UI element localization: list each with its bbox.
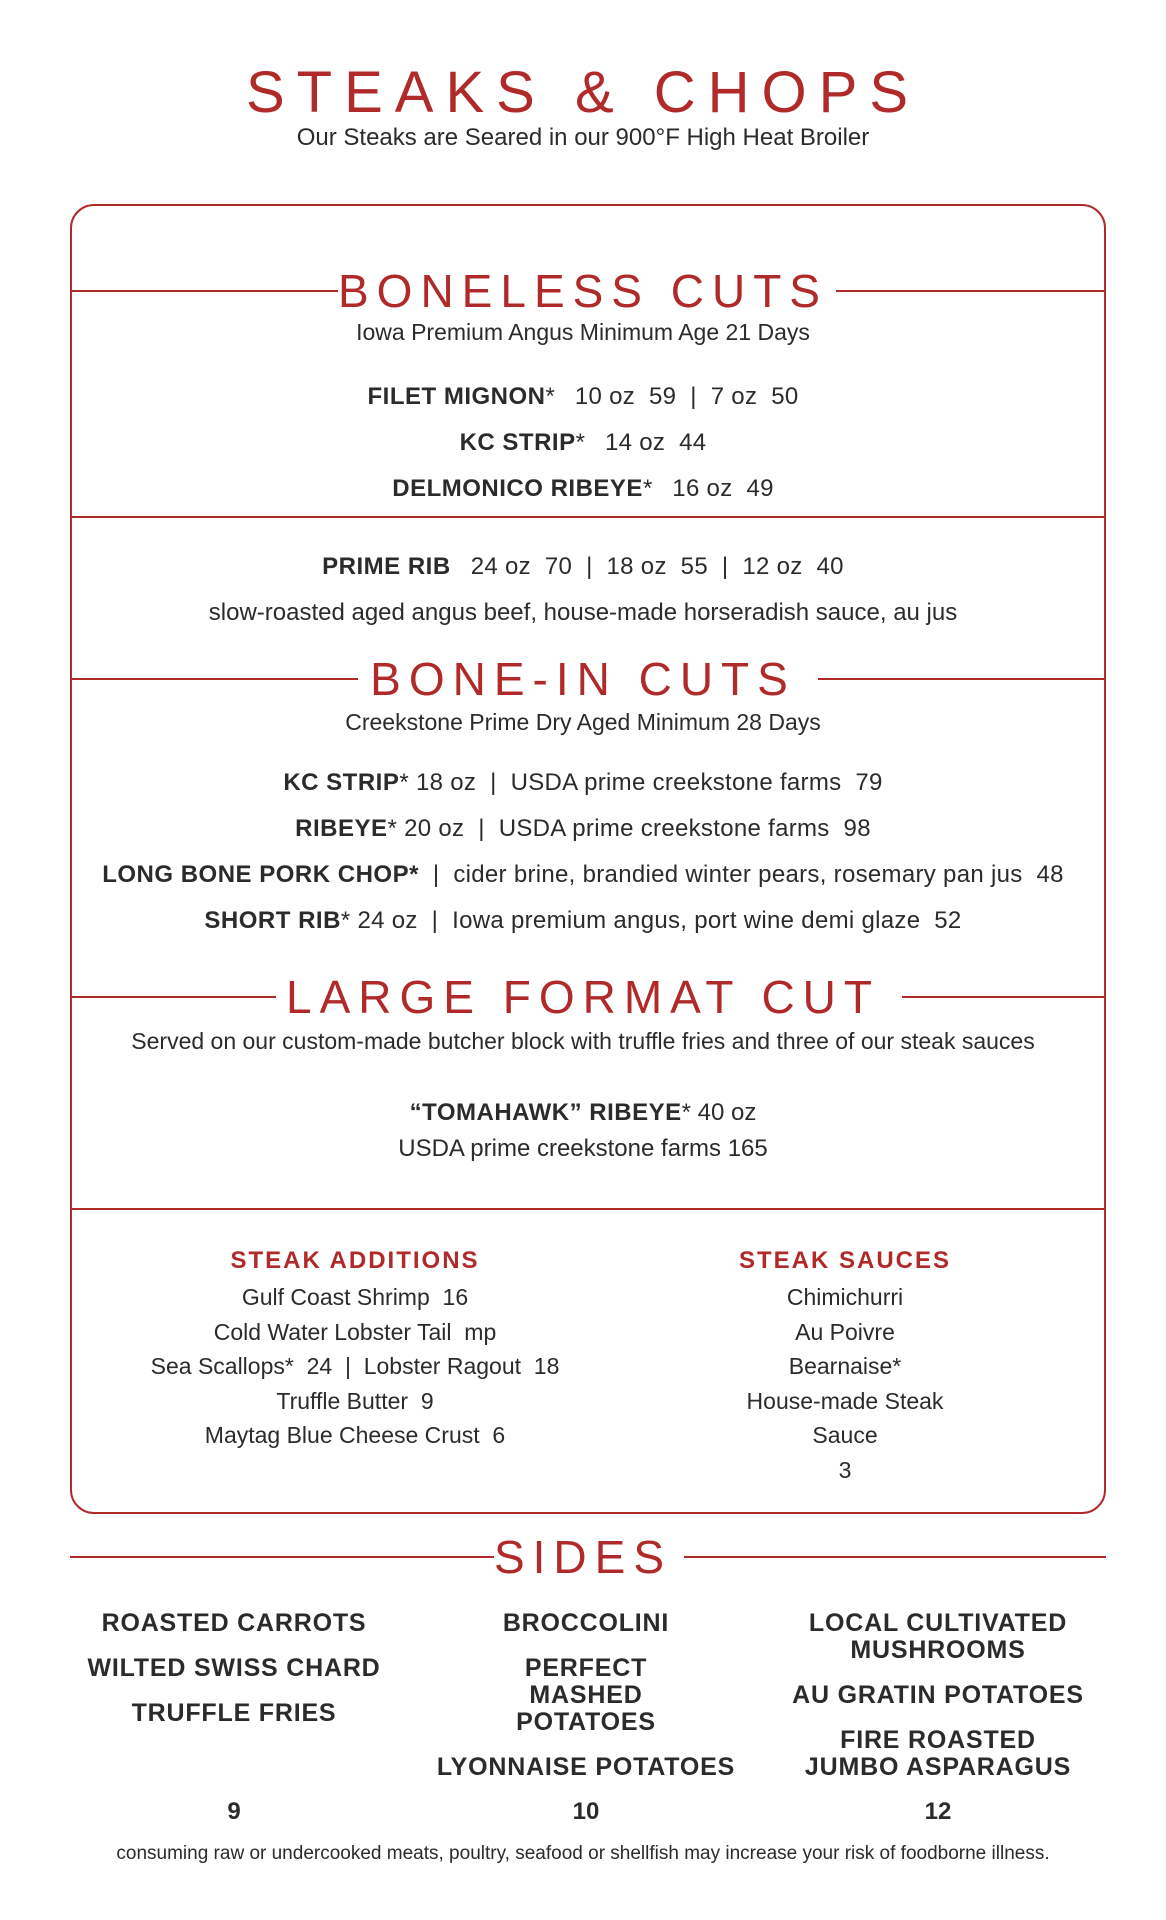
item-name: FILET MIGNON bbox=[367, 383, 546, 410]
list-item: Cold Water Lobster Tail mp bbox=[213, 1318, 497, 1345]
side-item: PERFECT MASHED POTATOES bbox=[516, 1654, 656, 1736]
boneless-title: BONELESS CUTS bbox=[338, 265, 828, 317]
menu-item bbox=[0, 906, 1166, 936]
menu-item bbox=[0, 428, 1166, 458]
additions-title: STEAK ADDITIONS bbox=[230, 1247, 480, 1274]
item-detail: 10 oz 59 | 7 oz 50 bbox=[574, 383, 799, 410]
side-item: LYONNAISE POTATOES bbox=[436, 1753, 736, 1781]
divider bbox=[70, 1208, 1106, 1210]
sides-column-3 bbox=[768, 1610, 1108, 1799]
divider bbox=[70, 516, 1106, 518]
side-item: BROCCOLINI bbox=[502, 1609, 670, 1637]
page-subtitle: Our Steaks are Seared in our 900°F High Heat Broiler bbox=[296, 124, 870, 151]
side-item: WILTED SWISS CHARD bbox=[87, 1654, 381, 1682]
item-description: USDA prime creekstone farms 165 bbox=[398, 1135, 768, 1162]
list-item: Gulf Coast Shrimp 16 bbox=[241, 1284, 469, 1310]
large-format-subtitle: Served on our custom-made butcher block with truffle fries and three of our steak sauces bbox=[131, 1028, 1035, 1054]
item-detail: * 40 oz bbox=[681, 1099, 757, 1126]
item-detail: * 24 oz | Iowa premium angus, port wine demi glaze 52 bbox=[340, 907, 962, 934]
side-item: AU GRATIN POTATOES bbox=[792, 1681, 1084, 1709]
menu-item bbox=[0, 382, 1166, 412]
side-item: LOCAL CULTIVATED MUSHROOMS bbox=[808, 1609, 1068, 1664]
bone-in-subtitle: Creekstone Prime Dry Aged Minimum 28 Days bbox=[345, 709, 821, 735]
sauce-price: 3 bbox=[838, 1456, 852, 1483]
list-item: Sauce bbox=[812, 1422, 878, 1448]
side-item: TRUFFLE FRIES bbox=[131, 1699, 337, 1727]
item-mark: * bbox=[642, 475, 653, 502]
menu-item bbox=[0, 768, 1166, 798]
item-name: KC STRIP bbox=[459, 429, 576, 456]
menu-item bbox=[0, 474, 1166, 504]
steak-sauces bbox=[700, 1246, 990, 1487]
list-item: Chimichurri bbox=[786, 1284, 904, 1310]
item-mark: * bbox=[545, 383, 555, 410]
item-detail: 16 oz 49 bbox=[672, 475, 774, 502]
menu-item-tomahawk bbox=[0, 1098, 1166, 1128]
bone-in-title: BONE-IN CUTS bbox=[370, 653, 796, 705]
boneless-subtitle: Iowa Premium Angus Minimum Age 21 Days bbox=[356, 319, 810, 345]
item-detail: * 18 oz | USDA prime creekstone farms 79 bbox=[399, 769, 883, 796]
item-detail: 14 oz 44 bbox=[604, 429, 707, 456]
side-item: FIRE ROASTED JUMBO ASPARAGUS bbox=[804, 1726, 1072, 1781]
menu-item bbox=[0, 860, 1166, 890]
menu-item-prime-rib bbox=[0, 552, 1166, 582]
item-name: PRIME RIB bbox=[322, 553, 451, 580]
item-mark: * bbox=[575, 429, 585, 456]
sides-price: 12 bbox=[924, 1798, 952, 1825]
item-detail: 24 oz 70 | 18 oz 55 | 12 oz 40 bbox=[470, 553, 844, 580]
list-item: Sea Scallops* 24 | Lobster Ragout 18 bbox=[150, 1353, 560, 1379]
sides-title: SIDES bbox=[493, 1531, 673, 1583]
item-name: “TOMAHAWK” RIBEYE bbox=[409, 1099, 682, 1126]
sides-column-2 bbox=[416, 1610, 756, 1799]
side-item: ROASTED CARROTS bbox=[101, 1609, 367, 1637]
list-item: Bearnaise* bbox=[788, 1353, 902, 1379]
list-item: Au Poivre bbox=[795, 1318, 895, 1345]
sides-price: 10 bbox=[572, 1798, 600, 1825]
item-detail: * 20 oz | USDA prime creekstone farms 98 bbox=[387, 815, 871, 842]
sides-column-1 bbox=[64, 1610, 404, 1745]
list-item: House-made Steak bbox=[746, 1387, 944, 1414]
item-name: SHORT RIB bbox=[204, 907, 341, 934]
item-name: KC STRIP bbox=[283, 769, 400, 796]
sauces-title: STEAK SAUCES bbox=[738, 1247, 952, 1274]
menu-item bbox=[0, 814, 1166, 844]
item-detail: | cider brine, brandied winter pears, rosemary pan jus 48 bbox=[418, 861, 1064, 888]
item-name: LONG BONE PORK CHOP* bbox=[102, 861, 419, 888]
list-item: Maytag Blue Cheese Crust 6 bbox=[204, 1422, 506, 1448]
steak-additions bbox=[130, 1246, 580, 1453]
page-title: STEAKS & CHOPS bbox=[245, 60, 921, 125]
sides-price: 9 bbox=[227, 1798, 241, 1825]
item-name: RIBEYE bbox=[295, 815, 388, 842]
item-description: slow-roasted aged angus beef, house-made horseradish sauce, au jus bbox=[208, 599, 958, 626]
large-format-title: LARGE FORMAT CUT bbox=[286, 971, 880, 1023]
footer-disclaimer: consuming raw or undercooked meats, poultry, seafood or shellfish may increase your risk of foodborne illness. bbox=[116, 1843, 1050, 1864]
item-name: DELMONICO RIBEYE bbox=[392, 475, 643, 502]
list-item: Truffle Butter 9 bbox=[276, 1387, 434, 1414]
